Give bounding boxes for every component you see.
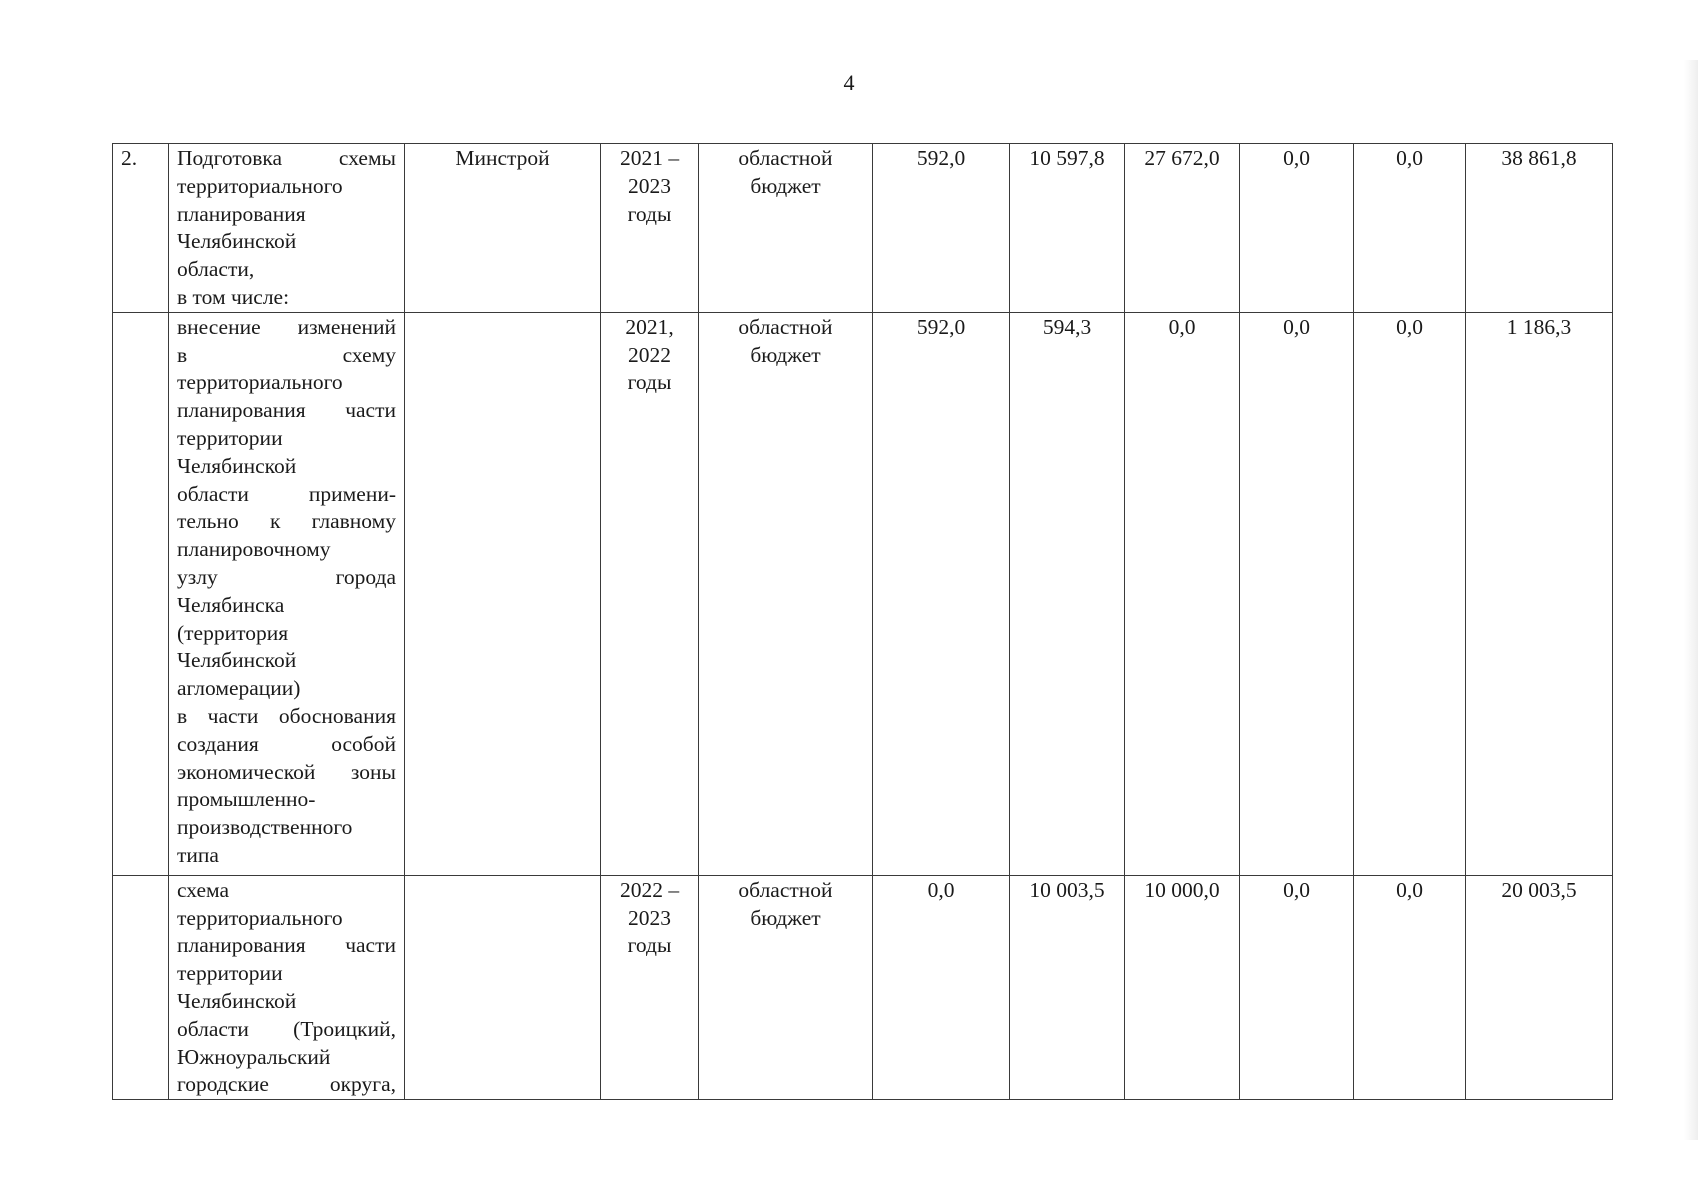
amount-cell: 0,0 xyxy=(1354,875,1466,1099)
funding-source-line: областной xyxy=(738,877,833,902)
activity-name-line: производственного xyxy=(177,815,353,840)
activity-name-line: территориального xyxy=(177,173,343,198)
executor-cell: Минстрой xyxy=(405,144,601,313)
funding-source-line: областной xyxy=(738,314,833,339)
total-amount-cell: 1 186,3 xyxy=(1466,312,1613,875)
activity-name-cell xyxy=(169,875,405,1099)
funding-source-cell xyxy=(699,875,873,1099)
total-amount-cell: 20 003,5 xyxy=(1466,875,1613,1099)
activity-name-line: области, xyxy=(177,257,255,282)
amount-cell: 10 597,8 xyxy=(1010,144,1125,313)
funding-source-line: областной xyxy=(738,146,833,170)
activity-name-line: тельно к главному xyxy=(177,509,396,534)
term-line: годы xyxy=(627,201,672,226)
budget-table xyxy=(112,143,1613,1100)
amount-cell: 27 672,0 xyxy=(1125,144,1240,313)
activity-name-line: в том числе: xyxy=(177,284,290,309)
amount-cell: 0,0 xyxy=(1354,312,1466,875)
page-number: 4 xyxy=(843,70,855,95)
activity-name-line: области (Троицкий, xyxy=(177,1016,396,1041)
row-number-cell xyxy=(113,312,169,875)
activity-name-line: Челябинской xyxy=(177,648,297,673)
activity-name-line: планирования части xyxy=(177,398,396,423)
activity-name-line: в схему xyxy=(177,342,396,367)
term-cell xyxy=(601,144,699,313)
amount-cell: 0,0 xyxy=(1125,312,1240,875)
row-number-cell xyxy=(113,875,169,1099)
activity-name-line: (территория xyxy=(177,620,289,645)
term-line: годы xyxy=(627,933,672,958)
table-row xyxy=(113,144,1613,313)
activity-name-line: планировочному xyxy=(177,537,331,562)
funding-source-line: бюджет xyxy=(750,342,821,367)
term-cell xyxy=(601,312,699,875)
amount-cell: 10 000,0 xyxy=(1125,875,1240,1099)
table-row xyxy=(113,875,1613,1099)
amount-cell: 0,0 xyxy=(1354,144,1466,313)
term-line: годы xyxy=(627,370,672,395)
activity-name-line: промышленно- xyxy=(177,787,316,812)
activity-name-line: экономической зоны xyxy=(177,759,396,784)
term-line: 2023 xyxy=(628,905,671,930)
activity-name-line: Челябинска xyxy=(177,592,285,617)
activity-name-line: схема xyxy=(177,877,230,902)
activity-name-line: планирования xyxy=(177,201,306,226)
amount-cell: 594,3 xyxy=(1010,312,1125,875)
amount-cell: 0,0 xyxy=(1240,312,1354,875)
activity-name-line: городские округа, xyxy=(177,1072,396,1097)
activity-name-cell xyxy=(169,144,405,313)
executor-cell xyxy=(405,312,601,875)
activity-name-line: Челябинской xyxy=(177,229,297,254)
executor-cell xyxy=(405,875,601,1099)
activity-name-line: территории xyxy=(177,425,283,450)
term-line: 2021 – xyxy=(619,146,680,170)
funding-source-cell xyxy=(699,144,873,313)
funding-source-cell xyxy=(699,312,873,875)
total-amount-cell: 38 861,8 xyxy=(1466,144,1613,313)
activity-name-line: типа xyxy=(177,842,219,867)
activity-name-line: агломерации) xyxy=(177,676,301,701)
amount-cell: 10 003,5 xyxy=(1010,875,1125,1099)
activity-name-line: Подготовка схемы xyxy=(177,146,396,170)
activity-name-line: планирования части xyxy=(177,933,396,958)
amount-cell: 592,0 xyxy=(873,144,1010,313)
activity-name-line: области примени- xyxy=(177,481,396,506)
funding-source-line: бюджет xyxy=(750,905,821,930)
term-line: 2021, xyxy=(625,314,674,339)
amount-cell: 0,0 xyxy=(1240,144,1354,313)
activity-name-line: узлу города xyxy=(177,564,396,589)
activity-name-line: территориального xyxy=(177,370,343,395)
scan-edge-shadow xyxy=(1684,60,1698,1140)
term-cell xyxy=(601,875,699,1099)
term-line: 2022 – xyxy=(619,877,680,902)
amount-cell: 0,0 xyxy=(873,875,1010,1099)
activity-name-line: создания особой xyxy=(177,731,396,756)
activity-name-cell xyxy=(169,312,405,875)
row-number-cell: 2. xyxy=(113,144,169,313)
funding-source-line: бюджет xyxy=(750,173,821,198)
activity-name-line: Челябинской xyxy=(177,453,297,478)
activity-name-line: территориального xyxy=(177,905,343,930)
activity-name-line: Южноуральский xyxy=(177,1044,331,1069)
activity-name-line: Челябинской xyxy=(177,988,297,1013)
amount-cell: 592,0 xyxy=(873,312,1010,875)
term-line: 2022 xyxy=(628,342,671,367)
activity-name-line: территории xyxy=(177,961,283,986)
table-row xyxy=(113,312,1613,875)
term-line: 2023 xyxy=(628,173,671,198)
activity-name-line: внесение изменений xyxy=(177,314,396,339)
activity-name-line: в части обоснования xyxy=(177,703,396,728)
amount-cell: 0,0 xyxy=(1240,875,1354,1099)
